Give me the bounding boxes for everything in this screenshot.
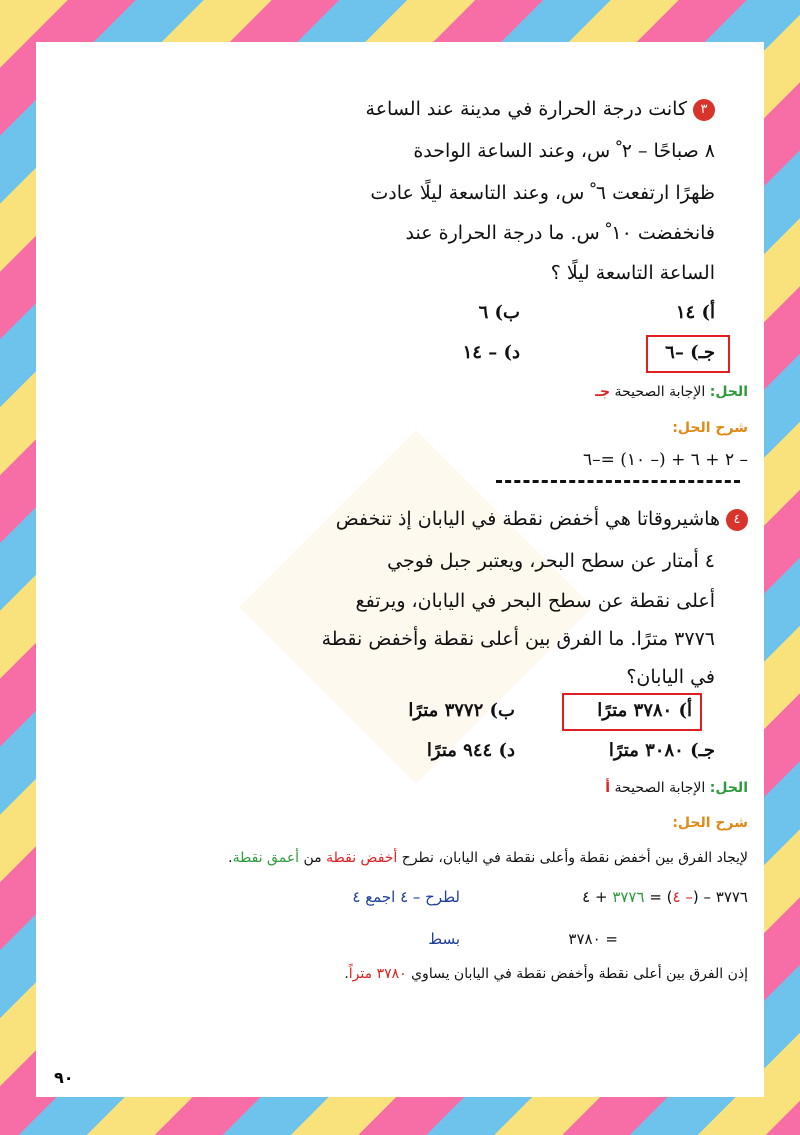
q2-conclusion-text: إذن الفرق بين أعلى نقطة وأخفض نقطة في اليابان يساوي (411, 966, 748, 982)
q1-line3: ظهرًا ارتفعت ٦ ْ س، وعند التاسعة ليلًا عادت (370, 182, 715, 204)
q1-explain-label: شرح الحل: (672, 420, 748, 436)
q2-eq1-b: – ٤ (672, 888, 693, 906)
q2-conclusion-value: ٣٧٨٠ متراً (348, 966, 407, 982)
q2-line4: ٣٧٧٦ مترًا. ما الفرق بين أعلى نقطة وأخفض نقطة (321, 628, 715, 650)
q2-equation-2: = ٣٧٨٠ (568, 930, 618, 948)
q1-line4: فانخفضت ١٠ ْ س. ما درجة الحرارة عند (405, 222, 715, 244)
q2-line1 (336, 508, 748, 531)
q2-solution (605, 780, 748, 796)
q1-solution-text: الإجابة الصحيحة (614, 384, 706, 400)
q1-solution-answer: جـ (595, 384, 611, 400)
q2-explain-lowest: أخفض نقطة (326, 850, 398, 866)
q1-option-d[interactable]: د) – ١٤ (462, 342, 520, 363)
section-separator (496, 480, 740, 483)
q2-equation-1 (582, 888, 748, 906)
q2-option-d[interactable]: د) ٩٤٤ مترًا (426, 740, 515, 761)
q1-equation: – ٢ + ٦ + (– ١٠) =–٦ (582, 450, 748, 470)
q2-eq1-e: + ٤ (582, 888, 608, 906)
q2-number-badge: ٤ (726, 509, 748, 531)
page-number: ٩٠ (54, 1068, 74, 1087)
q2-explain-text (228, 850, 748, 866)
q2-explain-from: من (303, 850, 322, 866)
q1-line1 (366, 98, 715, 121)
q2-eq1-c: ) = (649, 888, 673, 906)
q2-option-c[interactable]: جـ) ٣٠٨٠ مترًا (608, 740, 715, 761)
q2-solution-label: الحل: (709, 780, 748, 796)
q2-eq2-note: بسط (428, 930, 460, 948)
q1-solution-label: الحل: (709, 384, 748, 400)
q2-explain-deepest: أعمق نقطة (232, 850, 300, 866)
q1-line2: ٨ صباحًا – ٢ ْ س، وعند الساعة الواحدة (413, 140, 715, 162)
q2-eq1-a: ٣٧٧٦ – ( (692, 888, 748, 906)
q2-eq1-d: ٣٧٧٦ (612, 888, 645, 906)
q1-number-badge: ٣ (693, 99, 715, 121)
q2-solution-answer: أ (605, 780, 611, 796)
q2-solution-text: الإجابة الصحيحة (614, 780, 706, 796)
q2-line3: أعلى نقطة عن سطح البحر في اليابان، ويرتفع (355, 590, 715, 612)
q2-explain-part1: لإيجاد الفرق بين أخفض نقطة وأعلى نقطة في اليابان، نطرح (401, 850, 748, 866)
q1-text-1: كانت درجة الحرارة في مدينة عند الساعة (365, 98, 687, 120)
q2-eq1-note: لطرح – ٤ اجمع ٤ (352, 888, 460, 906)
q2-line5: في اليابان؟ (626, 666, 715, 688)
q2-explain-label: شرح الحل: (672, 815, 748, 831)
q1-option-c[interactable]: جـ) –٦ (665, 342, 715, 363)
q2-line2: ٤ أمتار عن سطح البحر، ويعتبر جبل فوجي (387, 550, 715, 572)
q1-option-a[interactable]: أ) ١٤ (675, 302, 715, 323)
q1-option-b[interactable]: ب) ٦ (478, 302, 520, 323)
q2-option-b[interactable]: ب) ٣٧٧٢ مترًا (408, 700, 515, 721)
q2-option-a[interactable]: أ) ٣٧٨٠ مترًا (597, 700, 692, 721)
q2-text-1: هاشيروقاتا هي أخفض نقطة في اليابان إذ تنخفض (335, 508, 720, 530)
q2-conclusion-end: . (344, 966, 349, 982)
q1-solution (595, 384, 748, 400)
q1-line5: الساعة التاسعة ليلًا ؟ (550, 262, 715, 284)
q2-conclusion (344, 966, 748, 982)
q2-explain-period: . (228, 850, 233, 866)
